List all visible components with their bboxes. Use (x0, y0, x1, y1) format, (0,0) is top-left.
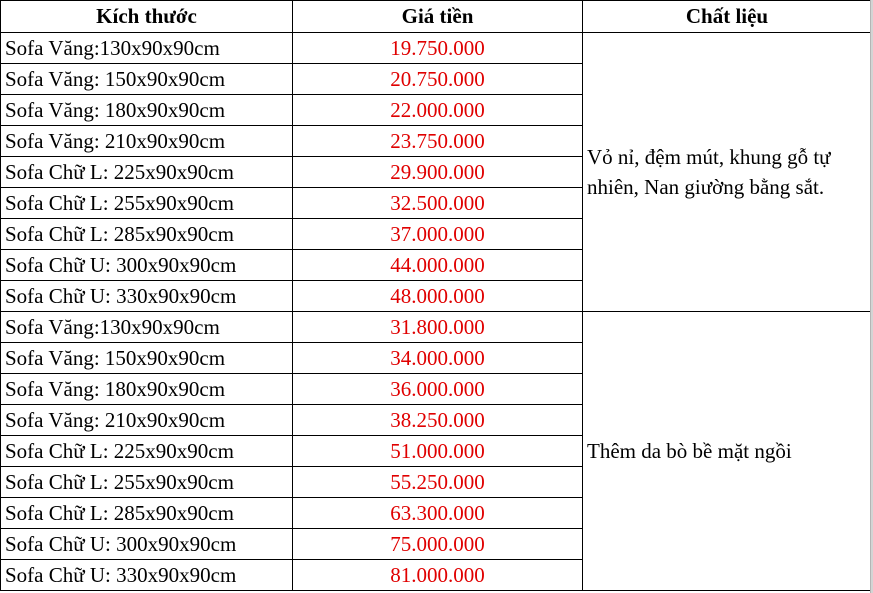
price-cell[interactable]: 37.000.000 (293, 219, 583, 250)
price-cell[interactable]: 75.000.000 (293, 529, 583, 560)
size-cell[interactable]: Sofa Chữ U: 300x90x90cm (1, 250, 293, 281)
size-cell[interactable]: Sofa Văng: 210x90x90cm (1, 405, 293, 436)
price-cell[interactable]: 29.900.000 (293, 157, 583, 188)
header-material[interactable]: Chất liệu (583, 1, 872, 33)
price-cell[interactable]: 20.750.000 (293, 64, 583, 95)
header-price[interactable]: Giá tiền (293, 1, 583, 33)
size-cell[interactable]: Sofa Chữ L: 285x90x90cm (1, 498, 293, 529)
material-cell[interactable]: Vỏ nỉ, đệm mút, khung gỗ tự nhiên, Nan giường bằng sắt. (583, 33, 872, 312)
price-cell[interactable]: 31.800.000 (293, 312, 583, 343)
price-cell[interactable]: 22.000.000 (293, 95, 583, 126)
price-cell[interactable]: 48.000.000 (293, 281, 583, 312)
size-cell[interactable]: Sofa Chữ L: 255x90x90cm (1, 467, 293, 498)
size-cell[interactable]: Sofa Chữ L: 285x90x90cm (1, 219, 293, 250)
table-row (1, 33, 872, 64)
price-cell[interactable]: 51.000.000 (293, 436, 583, 467)
size-cell[interactable]: Sofa Chữ L: 225x90x90cm (1, 436, 293, 467)
size-cell[interactable]: Sofa Văng: 180x90x90cm (1, 374, 293, 405)
table-body (1, 33, 872, 591)
price-cell[interactable]: 34.000.000 (293, 343, 583, 374)
size-cell[interactable]: Sofa Chữ U: 330x90x90cm (1, 560, 293, 591)
table-row (1, 312, 872, 343)
size-cell[interactable]: Sofa Văng: 150x90x90cm (1, 64, 293, 95)
price-cell[interactable]: 38.250.000 (293, 405, 583, 436)
size-cell[interactable]: Sofa Chữ L: 255x90x90cm (1, 188, 293, 219)
price-cell[interactable]: 23.750.000 (293, 126, 583, 157)
price-cell[interactable]: 63.300.000 (293, 498, 583, 529)
price-cell[interactable]: 36.000.000 (293, 374, 583, 405)
price-cell[interactable]: 55.250.000 (293, 467, 583, 498)
price-cell[interactable]: 44.000.000 (293, 250, 583, 281)
price-cell[interactable]: 19.750.000 (293, 33, 583, 64)
price-cell[interactable]: 32.500.000 (293, 188, 583, 219)
size-cell[interactable]: Sofa Chữ U: 300x90x90cm (1, 529, 293, 560)
header-size[interactable]: Kích thước (1, 1, 293, 33)
size-cell[interactable]: Sofa Văng:130x90x90cm (1, 33, 293, 64)
material-cell[interactable]: Thêm da bò bề mặt ngồi (583, 312, 872, 591)
size-cell[interactable]: Sofa Văng: 180x90x90cm (1, 95, 293, 126)
size-cell[interactable]: Sofa Văng: 210x90x90cm (1, 126, 293, 157)
size-cell[interactable]: Sofa Chữ L: 225x90x90cm (1, 157, 293, 188)
size-cell[interactable]: Sofa Văng:130x90x90cm (1, 312, 293, 343)
size-cell[interactable]: Sofa Chữ U: 330x90x90cm (1, 281, 293, 312)
price-cell[interactable]: 81.000.000 (293, 560, 583, 591)
size-cell[interactable]: Sofa Văng: 150x90x90cm (1, 343, 293, 374)
header-row (1, 1, 872, 33)
